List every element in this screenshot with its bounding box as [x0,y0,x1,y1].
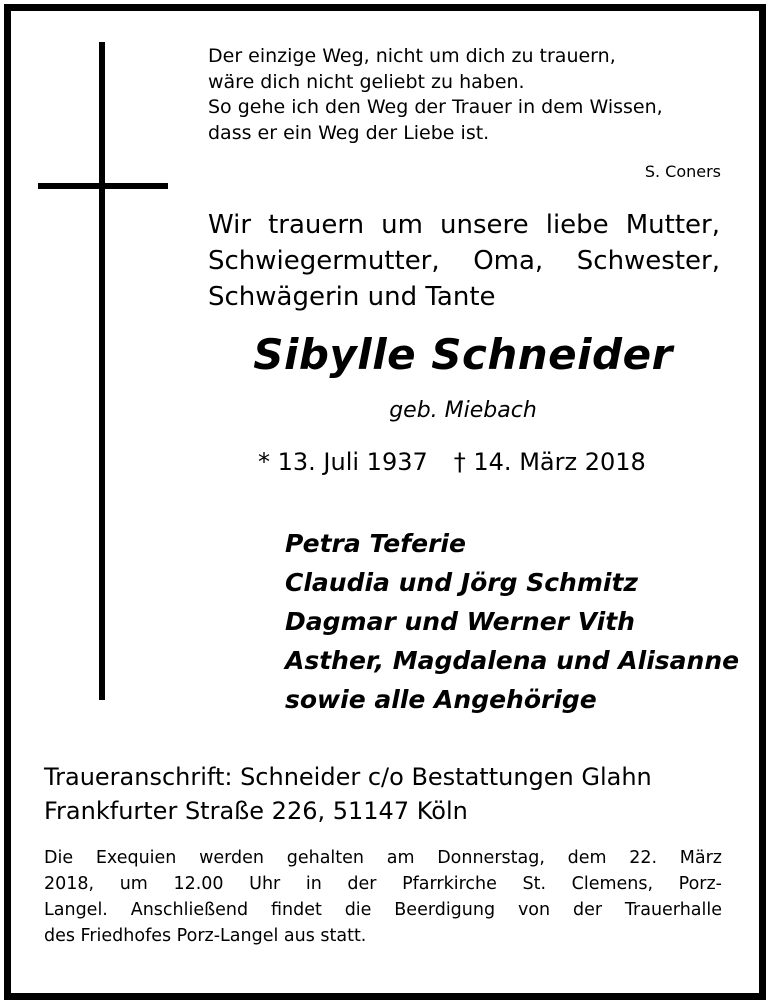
intro-line: Schwiegermutter, Oma, Schwester, [208,246,720,276]
address-line: Traueranschrift: Schneider c/o Bestattungen Glahn [44,763,652,791]
maiden-name: geb. Miebach [389,398,537,423]
mourning-address [44,760,652,828]
family-member: Asther, Magdalena und Alisanne [285,646,740,675]
address-line: Frankfurter Straße 226, 51147 Köln [44,797,468,825]
cross-horizontal-bar [38,183,168,189]
life-dates [258,448,646,476]
funeral-line: Langel. Anschließend findet die Beerdigung von der Trauerhalle [44,900,722,920]
intro-line: Wir trauern um unsere liebe Mutter, [208,210,720,240]
mourning-intro [208,207,720,315]
death-date: † 14. März 2018 [453,448,646,476]
poem [208,44,728,146]
family-member: Dagmar und Werner Vith [285,607,635,636]
funeral-line: 2018, um 12.00 Uhr in der Pfarrkirche St. Clemens, Porz- [44,874,722,894]
funeral-line: des Friedhofes Porz-Langel aus statt. [44,926,367,946]
poem-author: S. Coners [644,162,721,181]
funeral-details [44,845,722,949]
family-member: sowie alle Angehörige [285,685,597,714]
poem-line: dass er ein Weg der Liebe ist. [208,121,490,144]
family-list [285,524,739,719]
poem-line: wäre dich nicht geliebt zu haben. [208,70,525,93]
birth-date: * 13. Juli 1937 [258,448,428,476]
poem-line: So gehe ich den Weg der Trauer in dem Wissen, [208,96,663,118]
family-member: Claudia und Jörg Schmitz [285,568,638,597]
family-member: Petra Teferie [285,529,466,558]
funeral-line: Die Exequien werden gehalten am Donnerstag, dem 22. März [44,848,722,868]
deceased-name: Sibylle Schneider [253,330,673,379]
intro-line: Schwägerin und Tante [208,282,496,312]
poem-line: Der einzige Weg, nicht um dich zu trauern, [208,45,616,67]
